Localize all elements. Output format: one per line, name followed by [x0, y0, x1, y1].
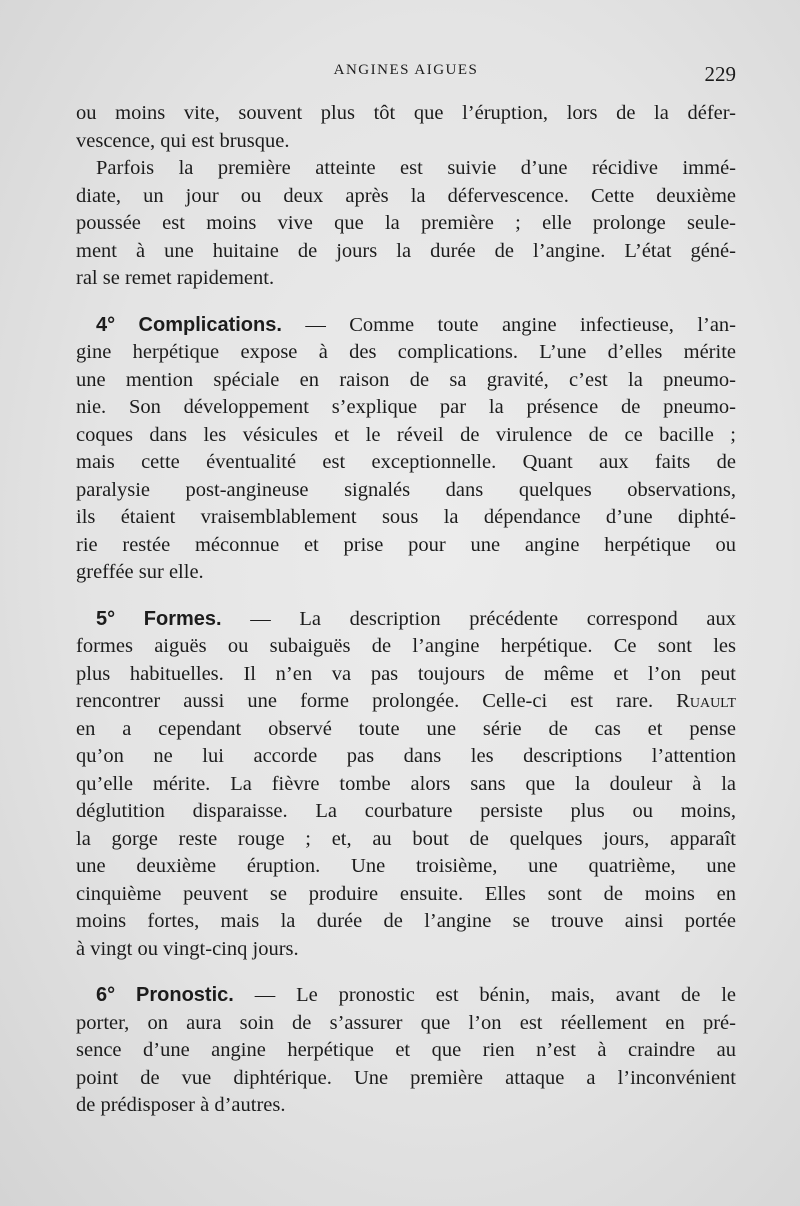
text-line: [76, 688, 736, 716]
text-line: la gorge reste rouge ; et, au bout de quelques jours, apparaît: [76, 827, 736, 850]
text-line: paralysie post-angineuse signalés dans quelques observations,: [76, 478, 736, 501]
text-line: formes aiguës ou subaiguës de l’angine herpétique. Ce sont les: [76, 635, 736, 657]
section-number: 5°: [96, 607, 116, 630]
text-fragment: — Le pronostic est bénin, mais, avant de le: [233, 984, 736, 1006]
text-fragment: — La description précédente correspond aux: [221, 607, 737, 630]
text-line: en a cependant observé toute une série de cas et pense: [76, 717, 736, 740]
text-line: une mention spéciale en raison de sa gravité, c’est la pneumo-: [76, 368, 736, 391]
text-line: greffée sur elle.: [76, 561, 204, 583]
running-title: ANGINES AIGUES: [333, 62, 479, 78]
text-line: mais cette éventualité est exceptionnelle. Quant aux faits de: [76, 451, 736, 473]
section-formes: [76, 606, 736, 964]
section-complications: [76, 312, 736, 587]
text-line: déglutition disparaisse. La courbature persiste plus ou moins,: [76, 800, 736, 822]
text-line: gine herpétique expose à des complications. L’une d’elles mérite: [76, 341, 736, 363]
page-header: [76, 60, 736, 90]
text-line: qu’on ne lui accorde pas dans les descriptions l’attention: [76, 745, 736, 767]
text-line: cinquième peuvent se produire ensuite. Elles sont de moins en: [76, 882, 736, 905]
text-line: nie. Son développement s’explique par la présence de pneumo-: [76, 396, 736, 418]
section-title: Pronostic.: [136, 984, 234, 1006]
text-fragment: — Comme toute angine infectieuse, l’an-: [281, 313, 737, 336]
page-number: 229: [704, 62, 736, 86]
text-line: Parfois la première atteinte est suivie d’une récidive immé-: [96, 157, 736, 179]
text-line: plus habituelles. Il n’en va pas toujours de même et l’on peut: [76, 662, 736, 685]
text-line: moins fortes, mais la durée de l’angine se trouve ainsi portée: [76, 910, 736, 932]
author-name: Ruault: [676, 690, 736, 712]
text-line: diate, un jour ou deux après la défervescence. Cette deuxième: [76, 184, 736, 207]
section-pronostic: [76, 982, 736, 1120]
text-line: ral se remet rapidement.: [76, 267, 275, 289]
section-heading-line: [76, 982, 736, 1010]
section-heading-line: [76, 606, 736, 634]
text-line: sence d’une angine herpétique et que rien n’est à craindre au: [76, 1039, 736, 1061]
section-title: Formes.: [143, 607, 222, 630]
section-number: 6°: [96, 984, 116, 1006]
section-heading-line: [76, 312, 736, 340]
text-line: à vingt ou vingt-cinq jours.: [76, 937, 299, 960]
text-line: qu’elle mérite. La fièvre tombe alors sans que la douleur à la: [76, 772, 736, 795]
section-title: Complications.: [138, 313, 282, 336]
paragraph-continuation: [76, 100, 736, 155]
paragraph-recidive: [76, 155, 736, 293]
body-text: [76, 100, 736, 1120]
text-line: de prédisposer à d’autres.: [76, 1094, 286, 1116]
text-line: ment à une huitaine de jours la durée de l’angine. L’état géné-: [76, 239, 736, 262]
text-line: vescence, qui est brusque.: [76, 129, 290, 152]
text-line: une deuxième éruption. Une troisième, une quatrième, une: [76, 855, 736, 877]
text-line: porter, on aura soin de s’assurer que l’on est réellement en pré-: [76, 1011, 736, 1034]
text-fragment: rencontrer aussi une forme prolongée. Celle-ci est rare.: [76, 690, 677, 712]
text-line: ils étaient vraisemblablement sous la dépendance d’une diphté-: [76, 506, 736, 528]
section-number: 4°: [96, 313, 116, 336]
text-line: ou moins vite, souvent plus tôt que l’éruption, lors de la défer-: [76, 102, 736, 124]
text-line: poussée est moins vive que la première ; elle prolonge seule-: [76, 212, 736, 234]
text-line: rie restée méconnue et prise pour une angine herpétique ou: [76, 533, 736, 556]
text-line: point de vue diphtérique. Une première attaque a l’inconvénient: [76, 1066, 736, 1089]
text-line: coques dans les vésicules et le réveil de virulence de ce bacille ;: [76, 423, 736, 446]
